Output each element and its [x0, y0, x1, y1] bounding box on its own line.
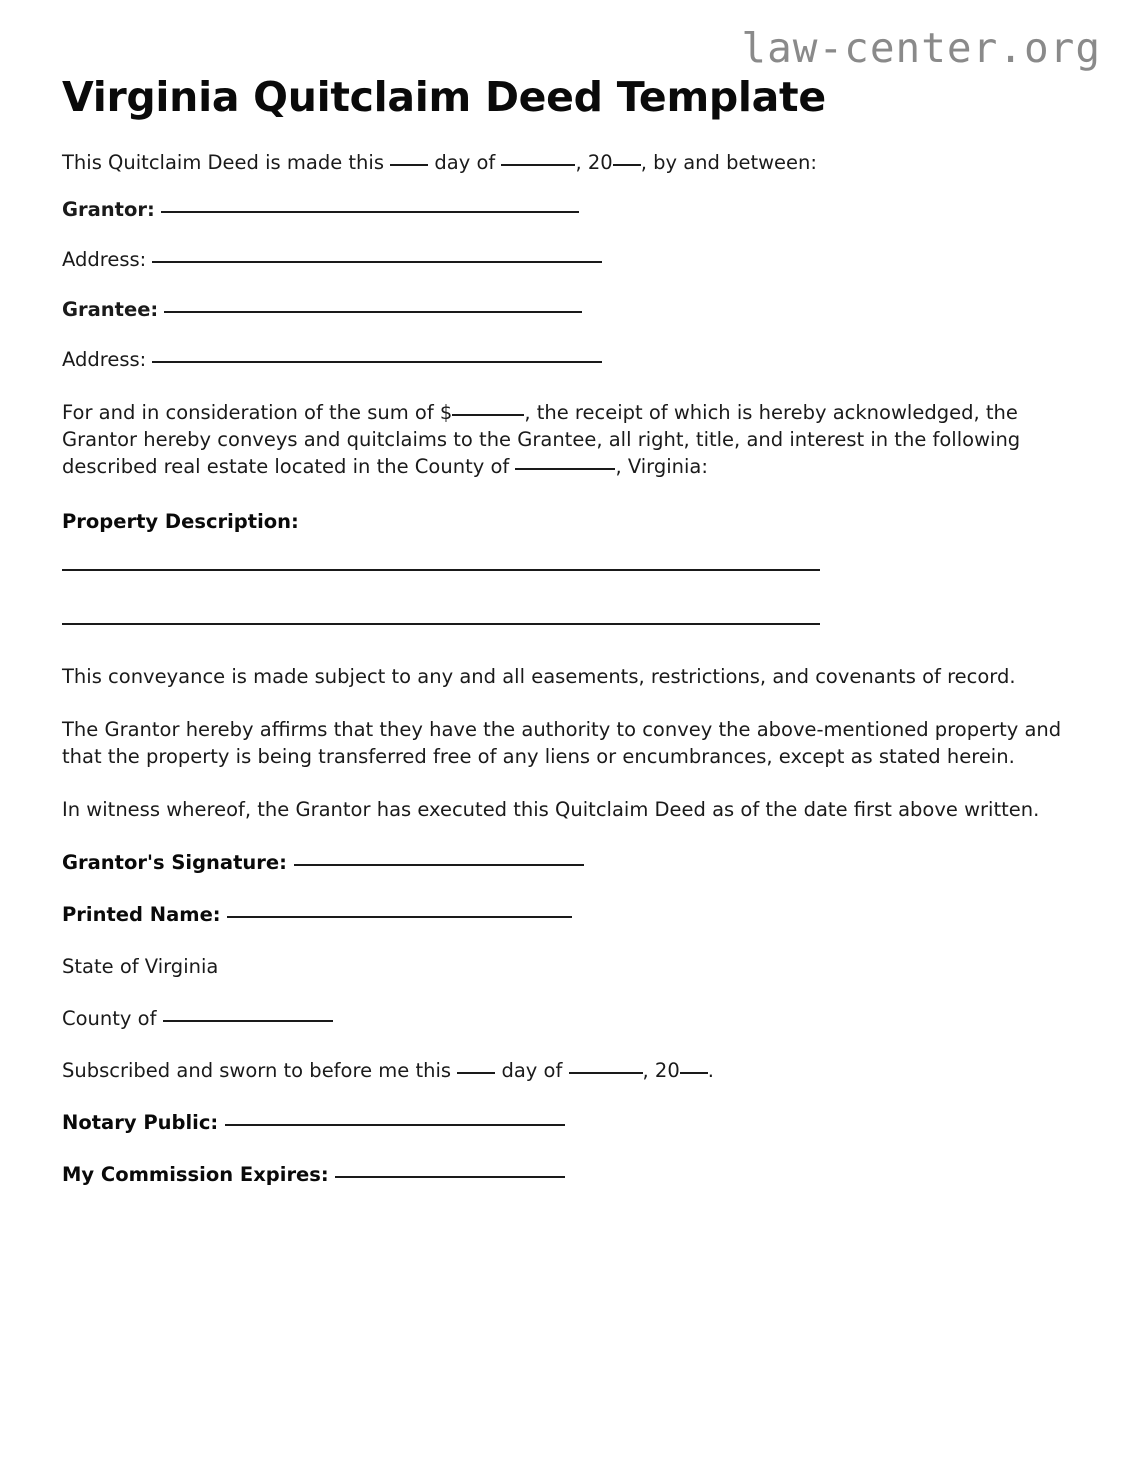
county-blank[interactable] [515, 468, 615, 470]
grantee-label: Grantee: [62, 298, 159, 322]
sworn-month-blank[interactable] [569, 1072, 643, 1074]
consideration-amount-blank[interactable] [452, 414, 524, 416]
notary-public-row [62, 1109, 1072, 1136]
grantor-address-row [62, 246, 1072, 273]
grantor-row [62, 196, 1072, 223]
authority-clause: The Grantor hereby affirms that they have the authority to convey the above-mentioned property and that the property is being transferred free of any liens or encumbrances, except as stated herein. [62, 718, 1062, 769]
site-watermark: law-center.org [741, 24, 1101, 72]
grantor-address-blank[interactable] [152, 261, 602, 263]
grantor-signature-row [62, 849, 1072, 876]
county-of-row [62, 1005, 1072, 1032]
document-body [62, 74, 1072, 1188]
grantee-name-blank[interactable] [164, 311, 582, 313]
printed-name-row [62, 901, 1072, 928]
sworn-statement-row [62, 1057, 1072, 1084]
commission-expires-blank[interactable] [335, 1176, 565, 1178]
consideration-part1: For and in consideration of the sum of $ [62, 401, 453, 425]
grantor-signature-blank[interactable] [294, 864, 584, 866]
grantor-name-blank[interactable] [161, 211, 579, 213]
notary-public-label: Notary Public: [62, 1111, 219, 1135]
county-of-label: County of [62, 1007, 157, 1031]
grantee-address-blank[interactable] [152, 361, 602, 363]
property-description-heading: Property Description: [62, 510, 299, 534]
notary-public-blank[interactable] [225, 1124, 565, 1126]
property-description-line-2[interactable] [62, 623, 820, 625]
intro-paragraph [62, 149, 1062, 176]
printed-name-label: Printed Name: [62, 903, 221, 927]
intro-day-of: day of [434, 151, 496, 175]
month-blank[interactable] [501, 164, 575, 166]
page-title: Virginia Quitclaim Deed Template [62, 73, 826, 121]
grantor-address-label: Address: [62, 248, 147, 272]
grantor-signature-label: Grantor's Signature: [62, 851, 287, 875]
state-of-virginia-row: State of Virginia [62, 955, 219, 979]
printed-name-blank[interactable] [227, 916, 572, 918]
sworn-year-blank[interactable] [680, 1072, 708, 1074]
grantee-row [62, 296, 1072, 323]
intro-year-prefix: , 20 [575, 151, 613, 175]
sworn-suffix: . [707, 1059, 714, 1083]
sworn-year-prefix: , 20 [642, 1059, 680, 1083]
intro-suffix: , by and between: [640, 151, 817, 175]
consideration-paragraph [62, 399, 1062, 480]
grantee-address-row [62, 346, 1072, 373]
grantee-address-label: Address: [62, 348, 147, 372]
notary-county-blank[interactable] [163, 1020, 333, 1022]
commission-expires-label: My Commission Expires: [62, 1163, 329, 1187]
consideration-part3: , Virginia: [615, 455, 708, 479]
sworn-day-of: day of [501, 1059, 563, 1083]
sworn-prefix: Subscribed and sworn to before me this [62, 1059, 452, 1083]
day-blank[interactable] [390, 164, 428, 166]
commission-expires-row [62, 1161, 1072, 1188]
easements-clause: This conveyance is made subject to any and all easements, restrictions, and covenants of record. [62, 665, 1016, 689]
property-description-line-1[interactable] [62, 569, 820, 571]
grantor-label: Grantor: [62, 198, 155, 222]
year-blank[interactable] [613, 164, 641, 166]
intro-prefix: This Quitclaim Deed is made this [62, 151, 384, 175]
consideration-part2: , the receipt of which is hereby acknowledged, the Grantor hereby conveys and quitclaims to the Grantee, all right, title, and interest in the following described real estate located in the County of [62, 401, 1021, 479]
sworn-day-blank[interactable] [457, 1072, 495, 1074]
witness-clause: In witness whereof, the Grantor has executed this Quitclaim Deed as of the date first above written. [62, 798, 1040, 822]
